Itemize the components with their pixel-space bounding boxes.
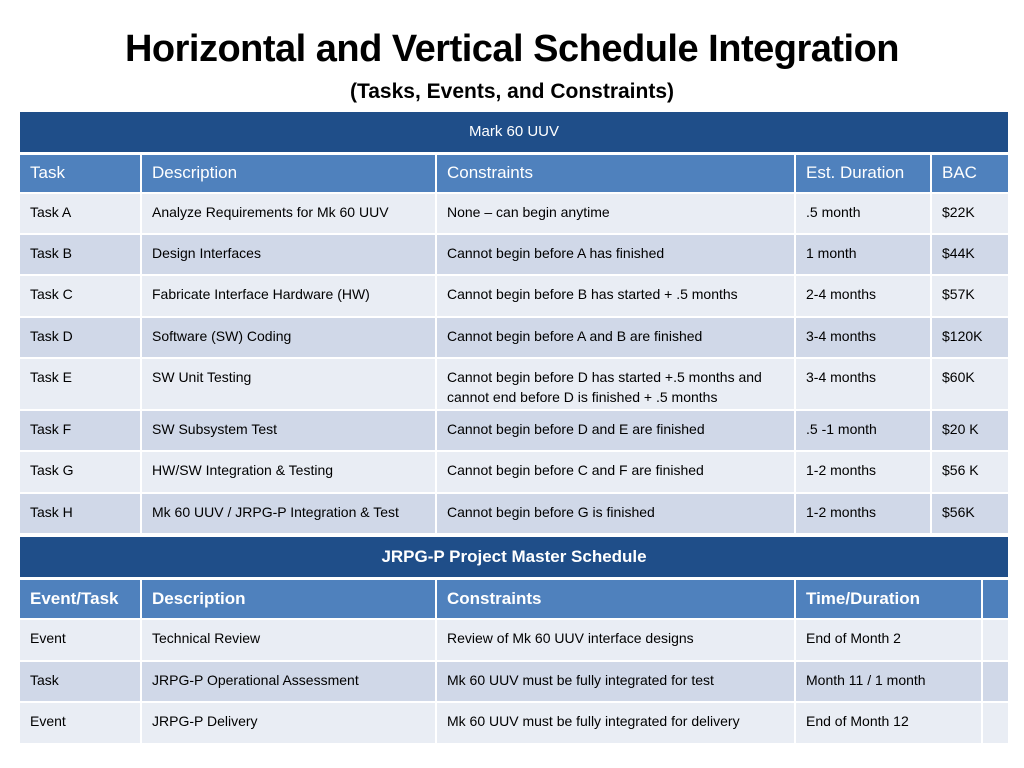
table-cell: Task C xyxy=(19,275,141,317)
table-cell: SW Unit Testing xyxy=(141,358,436,410)
table-cell: .5 -1 month xyxy=(795,410,931,451)
column-header: Task xyxy=(19,153,141,193)
table-cell: 1-2 months xyxy=(795,493,931,534)
table-cell: $57K xyxy=(931,275,1009,317)
table-cell xyxy=(982,661,1009,702)
table-cell: Task H xyxy=(19,493,141,534)
table-cell: SW Subsystem Test xyxy=(141,410,436,451)
table-row xyxy=(19,702,1009,744)
column-header xyxy=(982,578,1009,619)
table-header-row xyxy=(19,578,1009,619)
table-cell: 2-4 months xyxy=(795,275,931,317)
column-header: BAC xyxy=(931,153,1009,193)
table-cell xyxy=(982,702,1009,744)
table-cell: None – can begin anytime xyxy=(436,193,795,234)
table-cell: Software (SW) Coding xyxy=(141,317,436,358)
column-header: Description xyxy=(141,153,436,193)
table-cell: Event xyxy=(19,619,141,661)
table-cell: End of Month 2 xyxy=(795,619,982,661)
table-row xyxy=(19,619,1009,661)
table-row xyxy=(19,451,1009,493)
table-cell: 1-2 months xyxy=(795,451,931,493)
table-caption: Mark 60 UUV xyxy=(19,111,1009,153)
table-cell: Month 11 / 1 month xyxy=(795,661,982,702)
table-cell: $60K xyxy=(931,358,1009,410)
table-row xyxy=(19,661,1009,702)
table-cell: Cannot begin before D and E are finished xyxy=(436,410,795,451)
table-cell: HW/SW Integration & Testing xyxy=(141,451,436,493)
column-header: Time/Duration xyxy=(795,578,982,619)
table-cell: Cannot begin before A has finished xyxy=(436,234,795,275)
table-cell: Mk 60 UUV / JRPG-P Integration & Test xyxy=(141,493,436,534)
table-cell: Analyze Requirements for Mk 60 UUV xyxy=(141,193,436,234)
table-cell: $56K xyxy=(931,493,1009,534)
table-cell: Task G xyxy=(19,451,141,493)
table-cell: $22K xyxy=(931,193,1009,234)
table-cell: 1 month xyxy=(795,234,931,275)
table-caption-row xyxy=(19,111,1009,153)
table-cell: Task A xyxy=(19,193,141,234)
table-cell: $56 K xyxy=(931,451,1009,493)
table-cell: End of Month 12 xyxy=(795,702,982,744)
column-header: Constraints xyxy=(436,153,795,193)
column-header: Constraints xyxy=(436,578,795,619)
table-cell: JRPG-P Operational Assessment xyxy=(141,661,436,702)
table-cell: Review of Mk 60 UUV interface designs xyxy=(436,619,795,661)
table-cell: Design Interfaces xyxy=(141,234,436,275)
table-cell: $44K xyxy=(931,234,1009,275)
table-cell: Task E xyxy=(19,358,141,410)
table-cell: Task xyxy=(19,661,141,702)
table-caption: JRPG-P Project Master Schedule xyxy=(19,536,1009,578)
table-cell: Event xyxy=(19,702,141,744)
jrpg-master-schedule-table xyxy=(18,535,1010,745)
table-cell: .5 month xyxy=(795,193,931,234)
table-row xyxy=(19,193,1009,234)
column-header: Est. Duration xyxy=(795,153,931,193)
table-row xyxy=(19,358,1009,410)
table-cell: Cannot begin before A and B are finished xyxy=(436,317,795,358)
table-cell: 3-4 months xyxy=(795,358,931,410)
table-cell: $20 K xyxy=(931,410,1009,451)
table-cell: Cannot begin before C and F are finished xyxy=(436,451,795,493)
table-cell: Cannot begin before D has started +.5 months and cannot end before D is finished + .5 months xyxy=(436,358,795,410)
table-cell: Mk 60 UUV must be fully integrated for test xyxy=(436,661,795,702)
table-row xyxy=(19,410,1009,451)
table-cell: 3-4 months xyxy=(795,317,931,358)
table-cell: Task B xyxy=(19,234,141,275)
table-cell: Cannot begin before G is finished xyxy=(436,493,795,534)
page-subtitle: (Tasks, Events, and Constraints) xyxy=(349,80,675,103)
table-cell: Task F xyxy=(19,410,141,451)
table-cell xyxy=(982,619,1009,661)
table-row xyxy=(19,493,1009,534)
table-caption-row xyxy=(19,536,1009,578)
table-row xyxy=(19,234,1009,275)
table-cell: Fabricate Interface Hardware (HW) xyxy=(141,275,436,317)
table-cell: $120K xyxy=(931,317,1009,358)
page-title: Horizontal and Vertical Schedule Integration xyxy=(124,28,900,70)
table-row xyxy=(19,275,1009,317)
table-row xyxy=(19,317,1009,358)
mark60-schedule-table xyxy=(18,110,1010,535)
column-header: Event/Task xyxy=(19,578,141,619)
table-cell: Technical Review xyxy=(141,619,436,661)
table-cell: Task D xyxy=(19,317,141,358)
column-header: Description xyxy=(141,578,436,619)
table-header-row xyxy=(19,153,1009,193)
table-cell: JRPG-P Delivery xyxy=(141,702,436,744)
table-cell: Mk 60 UUV must be fully integrated for delivery xyxy=(436,702,795,744)
table-cell: Cannot begin before B has started + .5 months xyxy=(436,275,795,317)
